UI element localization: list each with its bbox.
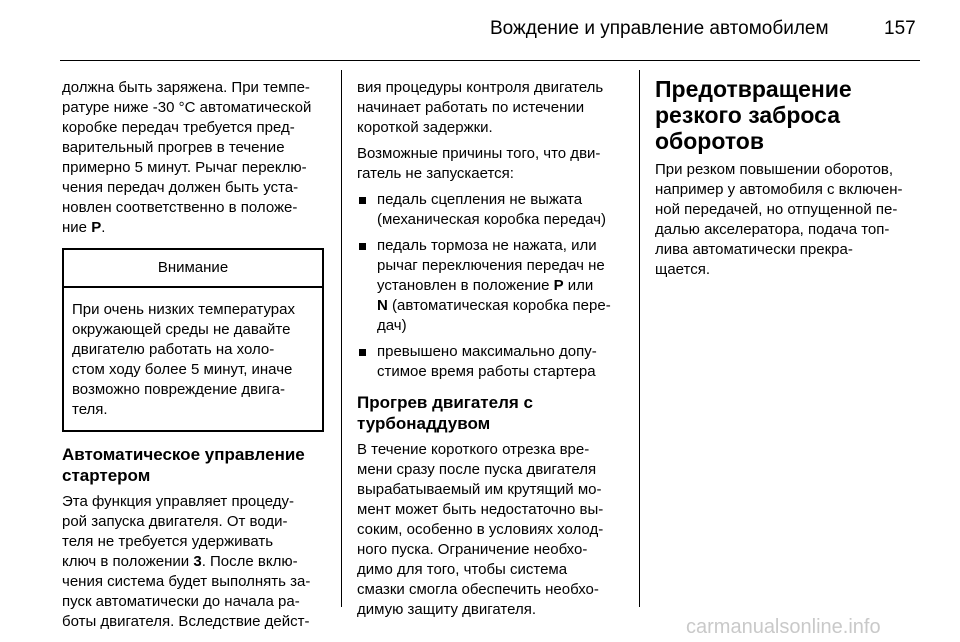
bullet-text: или	[567, 277, 594, 294]
column-1	[62, 78, 328, 638]
list-item	[357, 236, 627, 336]
watermark: carmanualsonline.info	[686, 616, 881, 638]
intro-paragraph	[62, 78, 328, 238]
column-3	[655, 76, 930, 286]
auto-start-text-a: Эта функция управляет процеду- рой запуска двигателя. От води- теля не требуется удерживать ключ в положении	[62, 493, 294, 570]
intro-text: должна быть заряжена. При темпе- ратуре ниже -30 °C автоматической коробке передач требуется пред- варительный прогрев в течение примерно 5 минут. Рычаг переклю- чения передач должен быть уста- новлен соответственно в положе- ние	[62, 79, 312, 236]
intro-end: .	[101, 219, 106, 236]
column-divider-2	[639, 70, 640, 607]
continuation-paragraph: вия процедуры контроля двигатель начинает работать по истечении короткой задержки.	[357, 79, 604, 136]
header-rule	[60, 60, 920, 61]
notice-text: При очень низких температурах окружающей среды не давайте двигателю работать на холо- стом ходу более 5 минут, иначе возможно повреждение двига- теля.	[72, 301, 295, 418]
bullet-text: педаль тормоза не нажата, или рычаг переключения передач не установлен в положение	[377, 237, 605, 294]
column-divider-1	[341, 70, 342, 607]
list-item	[357, 190, 627, 230]
key-position-3: 3	[193, 553, 202, 570]
page-number: 157	[884, 18, 916, 39]
causes-list	[357, 190, 627, 382]
turbo-paragraph: В течение короткого отрезка вре- мени сразу после пуска двигателя вырабатываемый им крутящий мо- мент может быть недостаточно вы- соким, особенно в условиях холод- ного пуска. Ограничение необхо- димо для того, чтобы система смазки смогла обеспечить необхо- димую защиту двигателя.	[357, 441, 604, 618]
page-header	[0, 0, 960, 62]
bullet-square-icon	[359, 197, 366, 204]
bullet-text: превышено максимально допу- стимое время работы стартера	[377, 343, 597, 380]
gear-position-n: N	[377, 297, 388, 314]
gear-position-p: P	[553, 277, 564, 294]
auto-start-text-b: . После вклю- чения система будет выполнять за- пуск автоматически до начала ра- боты двигателя. Вследствие дейст-	[62, 553, 311, 630]
section-heading-turbo: Прогрев двигателя с турбонаддувом	[357, 393, 533, 433]
causes-intro: Возможные причины того, что дви- гатель не запускается:	[357, 145, 601, 182]
column-2	[357, 78, 627, 626]
notice-title: Внимание	[64, 250, 322, 288]
section-heading-auto-start: Автоматическое управление стартером	[62, 445, 305, 485]
warning-notice	[62, 248, 324, 432]
bullet-text: (автоматическая коробка пере- дач)	[377, 297, 611, 334]
bullet-square-icon	[359, 349, 366, 356]
auto-start-paragraph	[62, 492, 328, 632]
bullet-text: педаль сцепления не выжата (механическая коробка передач)	[377, 191, 606, 228]
list-item	[357, 342, 627, 382]
header-title: Вождение и управление автомобилем	[490, 18, 829, 39]
bullet-square-icon	[359, 243, 366, 250]
overrev-paragraph: При резком повышении оборотов, например у автомобиля с включен- ной передачей, но отпущенной пе- далью акселератора, подача топ- лива автоматически прекра- щается.	[655, 161, 903, 278]
gear-position-p: P	[91, 219, 102, 236]
section-heading-overrev: Предотвращение резкого заброса оборотов	[655, 76, 852, 154]
